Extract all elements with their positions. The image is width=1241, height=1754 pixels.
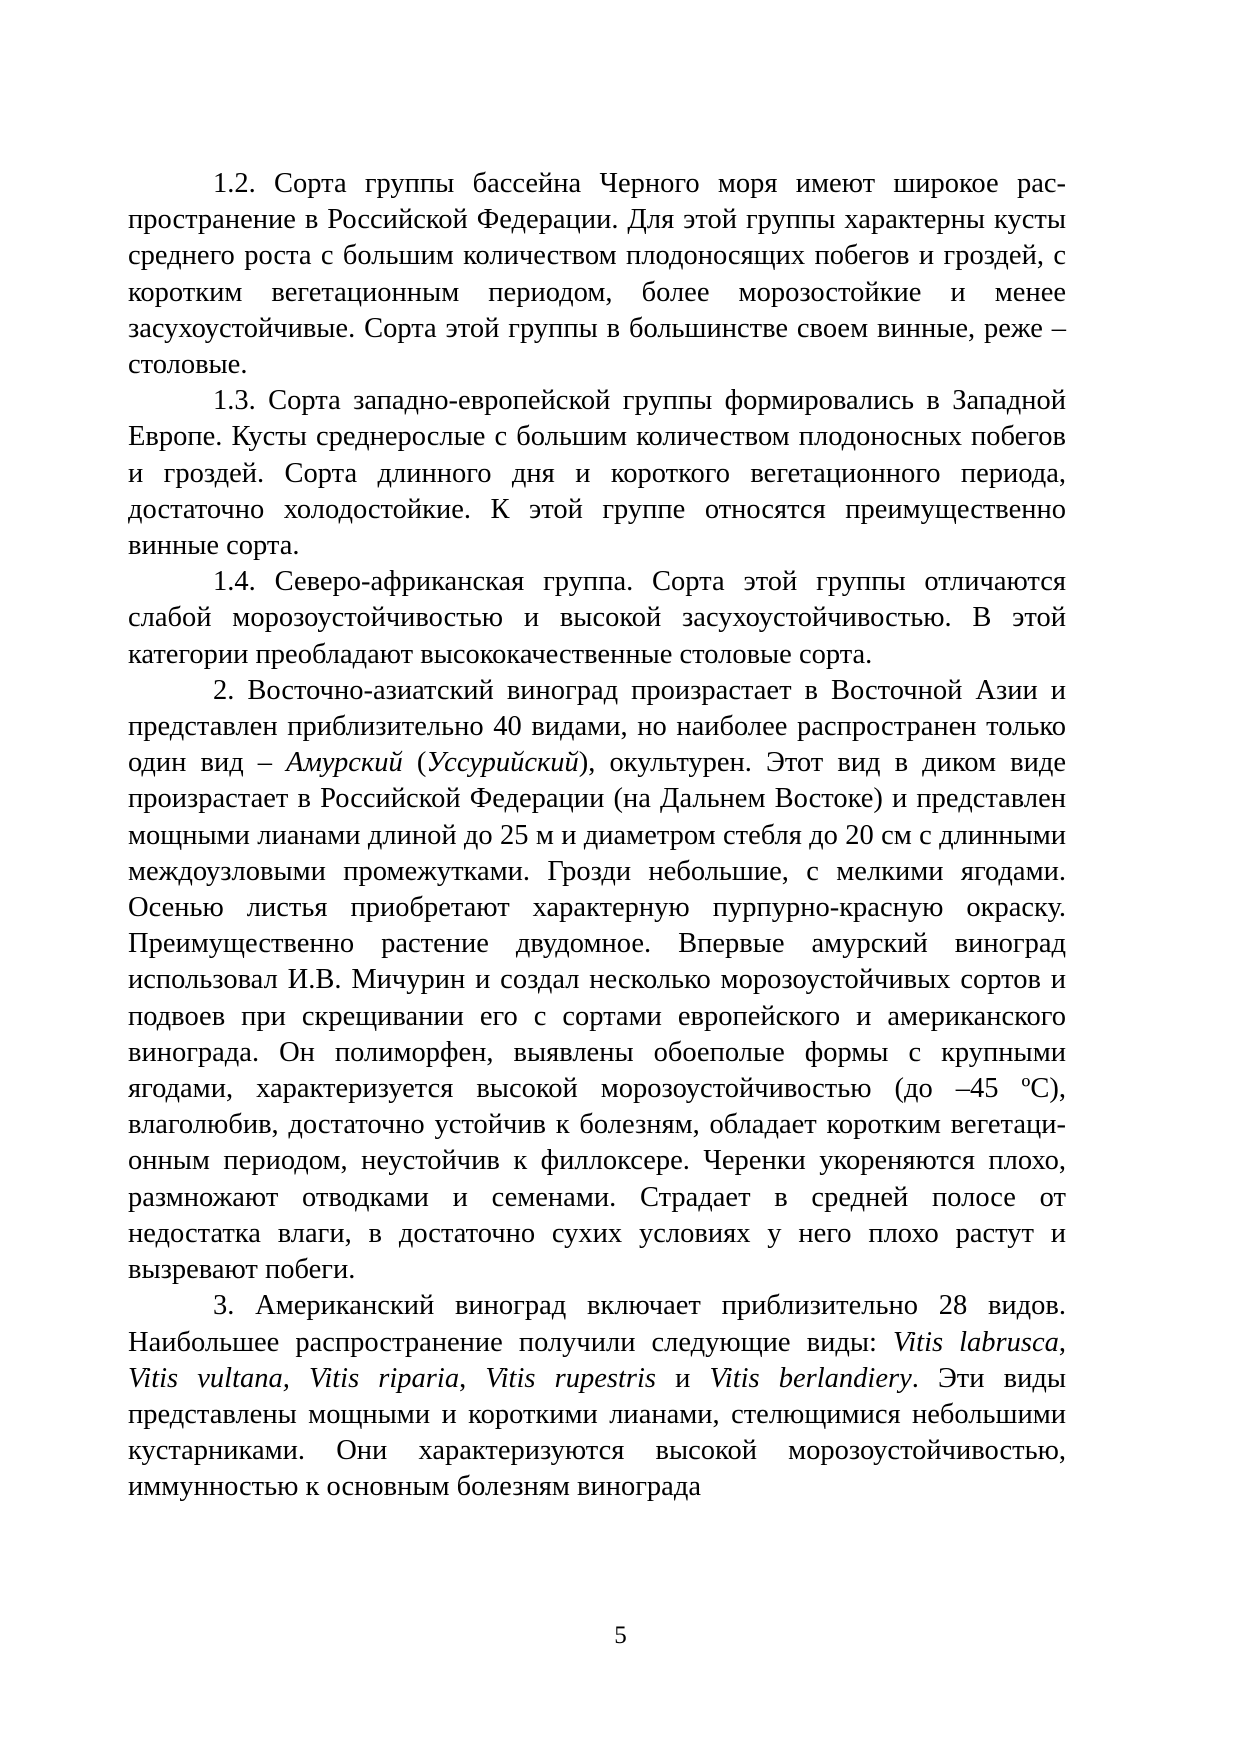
page-number: 5 xyxy=(614,1622,627,1649)
italic-text-segment: Vitis rupestris xyxy=(485,1362,656,1394)
paragraph xyxy=(128,1288,1066,1505)
text-segment: 1.3. Сорта западно-европейской группы формировались в Западной Европе. Кусты среднерослые с большим количеством плодоносных побегов и гроздей. Сорта длинного дня и короткого вегетационного периода, достаточно холодостойкие. К этой группе относятся преимущественно винные сорта. xyxy=(128,385,1066,562)
italic-text-segment: Амурский xyxy=(286,747,403,779)
body-text xyxy=(128,166,1066,1506)
text-segment: , xyxy=(1058,1326,1066,1358)
text-segment: ( xyxy=(402,747,427,779)
italic-text-segment: Уссурийский xyxy=(426,747,579,779)
text-segment: ), окультурен. Этот вид в диком виде произрастает в Российской Федерации (на Дальнем Востоке) и представлен мощными лианами длиной до 25 м и диаметром стебля до 20 см с длинными междоузловыми промежутками. Грозди небольшие, с мелкими ягодами. Осенью листья приобретают характерную пурпурно-красную окраску. Преимущественно растение двудомное. Впервые амурский виноград использовал И.В. Мичурин и создал несколько морозоустойчивых сортов и подвоев при скрещивании его с сортами европейского и американского винограда. Он полиморфен, выявлены обоеполые формы с крупными ягодами, характеризуется высокой морозоустойчивостью (до –45 ºС), влаголюбив, достаточно устойчив к болезням, обладает коротким вегетационным периодом, неустойчив к филлоксере. Черенки укореняются плохо, размножают отводками и семенами. Страдает в средней полосе от недостатка влаги, в достаточно сухих условиях у него плохо растут и вызревают побеги. xyxy=(128,747,1066,1286)
text-segment: 1.4. Северо-африканская группа. Сорта этой группы отличаются слабой морозоустойчивостью и высокой засухоустойчивостью. В этой категории преобладают высококачественные столовые сорта. xyxy=(128,566,1066,670)
paragraph xyxy=(128,383,1066,564)
text-segment: , xyxy=(459,1362,486,1394)
text-segment: 3. Американский виноград включает приблизительно 28 видов. Наибольшее распространение получили следующие виды: xyxy=(128,1290,1066,1358)
italic-text-segment: Vitis riparia xyxy=(309,1362,460,1394)
text-segment xyxy=(290,1363,309,1394)
paragraph xyxy=(128,166,1066,383)
italic-text-segment: Vitis vultana, xyxy=(128,1362,290,1394)
text-segment: 1.2. Сорта группы бассейна Черного моря имеют широкое распространение в Российской Федерации. Для этой группы характерны кусты среднего роста с большим количеством плодоносящих побегов и гроздей, с коротким вегетационным периодом, более морозостойкие и менее засухоустойчивые. Сорта этой группы в большинстве своем винные, реже – столовые. xyxy=(128,168,1066,381)
italic-text-segment: Vitis labrusca xyxy=(892,1326,1059,1358)
text-segment: 2. Восточно-азиатский виноград произрастает в Восточной Азии и представлен приблизительно 40 видами, но наиболее распространен только один вид – xyxy=(128,674,1066,779)
italic-text-segment: Vitis berlandiery xyxy=(709,1362,912,1394)
paragraph xyxy=(128,564,1066,673)
text-segment: и xyxy=(655,1362,710,1394)
text-segment: . Эти виды представлены мощными и короткими лианами, стелющимися небольшими кустарниками. Они характеризуются высокой морозоустойчивостью, иммунностью к основным болезням винограда xyxy=(128,1362,1066,1503)
paragraph xyxy=(128,673,1066,1288)
